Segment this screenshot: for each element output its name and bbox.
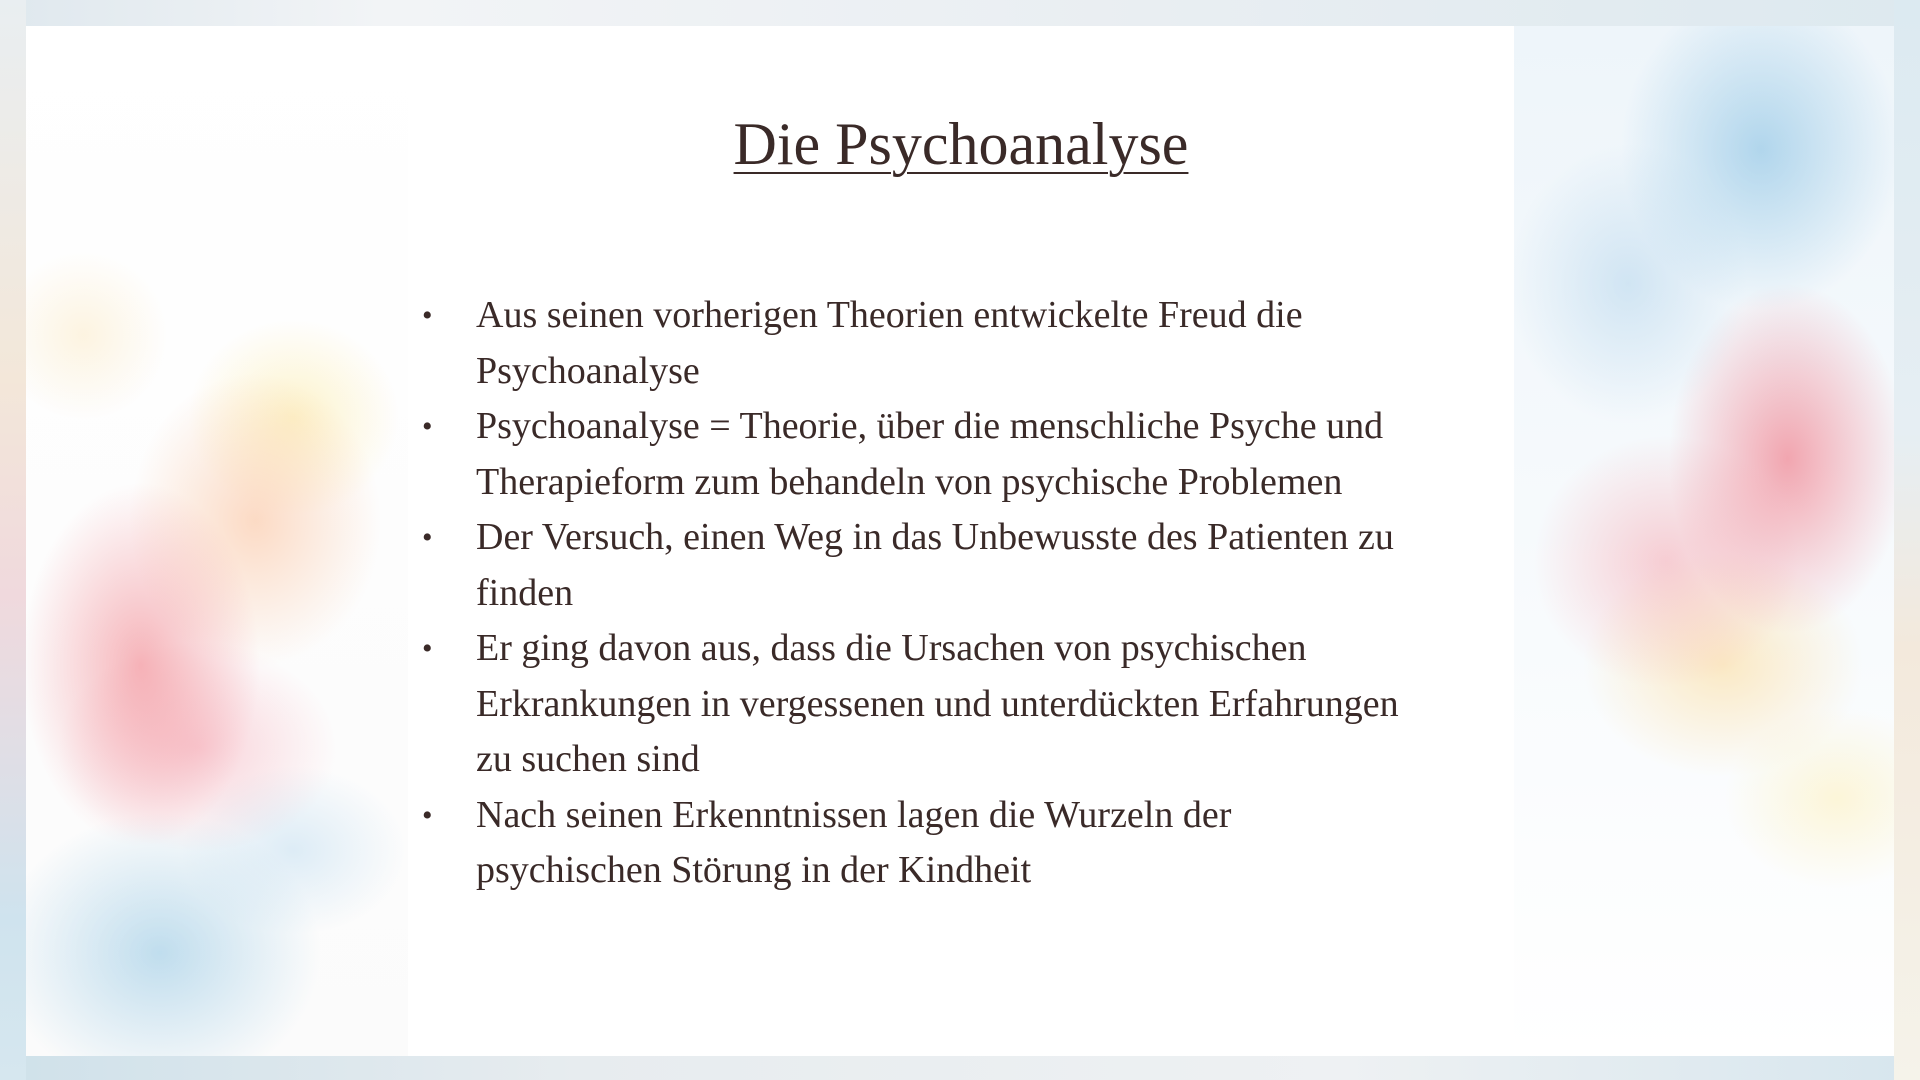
bullet-item	[408, 510, 1514, 621]
bullet-icon: •	[422, 521, 433, 554]
bullet-line: Aus seinen vorherigen Theorien entwickelte Freud die	[476, 294, 1303, 336]
bullet-text	[476, 621, 1516, 788]
frame-bottom-border	[0, 1056, 1920, 1080]
bullet-line: Psychoanalyse = Theorie, über die menschliche Psyche und	[476, 405, 1384, 447]
bullet-text	[476, 788, 1516, 899]
bullet-line: Therapieform zum behandeln von psychische Problemen	[476, 460, 1343, 503]
frame-right-border	[1894, 0, 1920, 1080]
bullet-text	[476, 288, 1516, 399]
watercolor-decoration-left	[26, 26, 408, 1056]
frame-top-border	[0, 0, 1920, 26]
bullet-icon: •	[422, 299, 433, 332]
slide-title	[408, 102, 1514, 186]
bullet-item	[408, 788, 1514, 899]
frame-left-border	[0, 0, 26, 1080]
bullet-icon: •	[422, 632, 433, 665]
bullet-list	[408, 288, 1514, 899]
bullet-item	[408, 399, 1514, 510]
bullet-item	[408, 288, 1514, 399]
bullet-line: psychischen Störung in der Kindheit	[476, 849, 1032, 891]
slide-content-panel	[408, 26, 1514, 1056]
bullet-line: Der Versuch, einen Weg in das Unbewusste des Patienten zu	[476, 516, 1394, 558]
bullet-text	[476, 510, 1516, 621]
bullet-line: finden	[476, 571, 574, 614]
bullet-text	[476, 399, 1516, 510]
watercolor-decoration-right	[1514, 26, 1894, 1056]
slide-title-text: Die Psychoanalyse	[733, 111, 1189, 177]
bullet-icon: •	[422, 410, 433, 443]
bullet-line: Nach seinen Erkenntnissen lagen die Wurzeln der	[476, 793, 1232, 836]
bullet-line: zu suchen sind	[476, 738, 700, 780]
bullet-line: Psychoanalyse	[476, 349, 700, 392]
bullet-line: Erkrankungen in vergessenen und unterdückten Erfahrungen	[476, 682, 1399, 725]
bullet-item	[408, 621, 1514, 788]
bullet-icon: •	[422, 798, 433, 832]
bullet-line: Er ging davon aus, dass die Ursachen von psychischen	[476, 627, 1307, 669]
